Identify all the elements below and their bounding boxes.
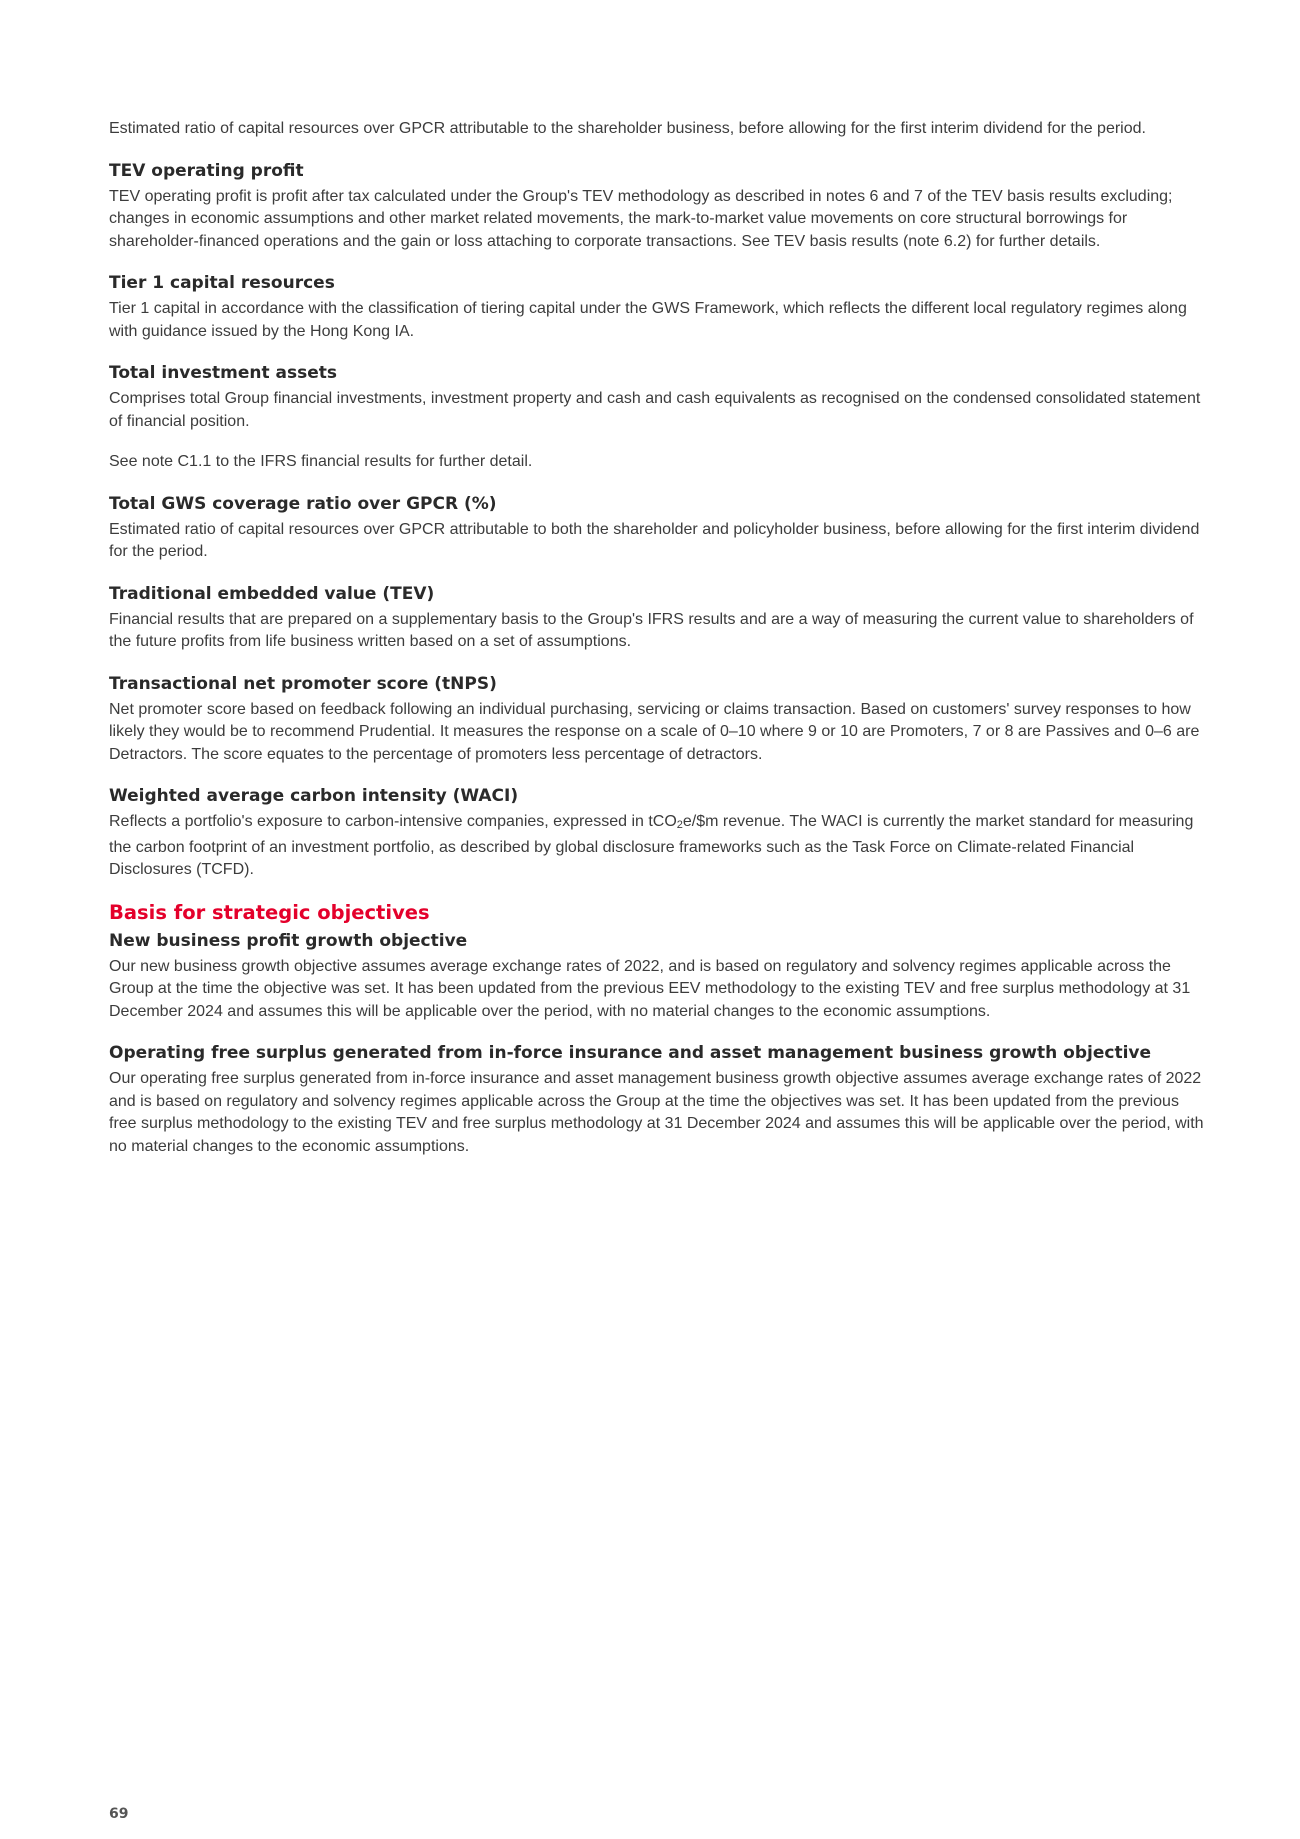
objective-new-business-profit <box>109 929 1204 1024</box>
section-title: Basis for strategic objectives <box>109 900 430 924</box>
objective-heading: Operating free surplus generated from in-force insurance and asset management business growth objective <box>109 1043 1152 1063</box>
intro-paragraph: Estimated ratio of capital resources over GPCR attributable to the shareholder business, before allowing for the first interim dividend for the period. <box>109 120 1146 137</box>
waci-text-end: e/$m revenue. The WACI is currently the market standard for measuring the carbon footprint of an investment portfolio, as described by global disclosure frameworks such as the Task Force on Climate-related Financial Disclosures (TCFD). <box>109 813 1194 878</box>
definition-heading: Total investment assets <box>109 363 338 383</box>
definition-total-investment-assets <box>109 361 1204 474</box>
definition-heading: Tier 1 capital resources <box>109 273 335 293</box>
objective-text: Our operating free surplus generated from in-force insurance and asset management business growth objective assumes average exchange rates of 2022 and is based on regulatory and solvency regimes applicable across the Group at the time the objectives was set. It has been updated from the previous free surplus methodology to the existing TEV and free surplus methodology at 31 December 2024 and assumes this will be applicable over the period, with no material changes to the economic assumptions. <box>109 1070 1204 1155</box>
definition-text: Tier 1 capital in accordance with the classification of tiering capital under the GWS Framework, which reflects the different local regulatory regimes along with guidance issued by the Hong Kong IA. <box>109 300 1187 340</box>
definition-heading: Transactional net promoter score (tNPS) <box>109 673 497 694</box>
definition-total-gws-coverage <box>109 492 1204 564</box>
waci-text-start: Reflects a portfolio's exposure to carbon-intensive companies, expressed in tCO <box>109 813 677 830</box>
definition-heading: Traditional embedded value (TEV) <box>109 583 435 604</box>
definition-text: Comprises total Group financial investments, investment property and cash and cash equivalents as recognised on the condensed consolidated statement of financial position. <box>109 390 1201 430</box>
definition-heading: TEV operating profit <box>109 160 304 181</box>
definition-text: TEV operating profit is profit after tax calculated under the Group's TEV methodology as described in notes 6 and 7 of the TEV basis results excluding; changes in economic assumptions and other market related movements, the mark-to-market value movements on core structural borrowings for shareholder-financed operations and the gain or loss attaching to corporate transactions. See TEV basis results (note 6.2) for further details. <box>109 187 1173 250</box>
definition-text <box>109 811 1204 882</box>
definition-heading: Total GWS coverage ratio over GPCR (%) <box>109 493 497 514</box>
definition-tev <box>109 582 1204 654</box>
definition-tier1-capital <box>109 271 1204 343</box>
document-body <box>109 118 1204 1176</box>
definition-tnps <box>109 672 1204 767</box>
definition-text: Estimated ratio of capital resources over GPCR attributable to both the shareholder and policyholder business, before allowing for the first interim dividend for the period. <box>109 520 1200 560</box>
definition-text: Financial results that are prepared on a supplementary basis to the Group's IFRS results and are a way of measuring the current value to shareholders of the future profits from life business written based on a set of assumptions. <box>109 610 1194 650</box>
definition-note: See note C1.1 to the IFRS financial results for further detail. <box>109 453 533 470</box>
definition-text: Net promoter score based on feedback following an individual purchasing, servicing or claims transaction. Based on customers' survey responses to how likely they would be to recommend Prudential. It measures the response on a scale of 0–10 where 9 or 10 are Promoters, 7 or 8 are Passives and 0–6 are Detractors. The score equates to the percentage of promoters less percentage of detractors. <box>109 700 1200 763</box>
definition-heading: Weighted average carbon intensity (WACI) <box>109 786 519 806</box>
strategic-objectives-section <box>109 900 1204 1159</box>
objective-text: Our new business growth objective assumes average exchange rates of 2022, and is based on regulatory and solvency regimes applicable across the Group at the time the objective was set. It has been updated from the previous EEV methodology to the existing TEV and free surplus methodology at 31 December 2024 and assumes this will be applicable over the period, with no material changes to the economic assumptions. <box>109 957 1191 1020</box>
objective-operating-free-surplus <box>109 1041 1204 1158</box>
waci-subscript: 2 <box>676 819 683 831</box>
page-number: 69 <box>109 1806 129 1822</box>
definition-tev-operating-profit <box>109 159 1204 254</box>
objective-heading: New business profit growth objective <box>109 930 468 951</box>
definition-waci <box>109 784 1204 882</box>
